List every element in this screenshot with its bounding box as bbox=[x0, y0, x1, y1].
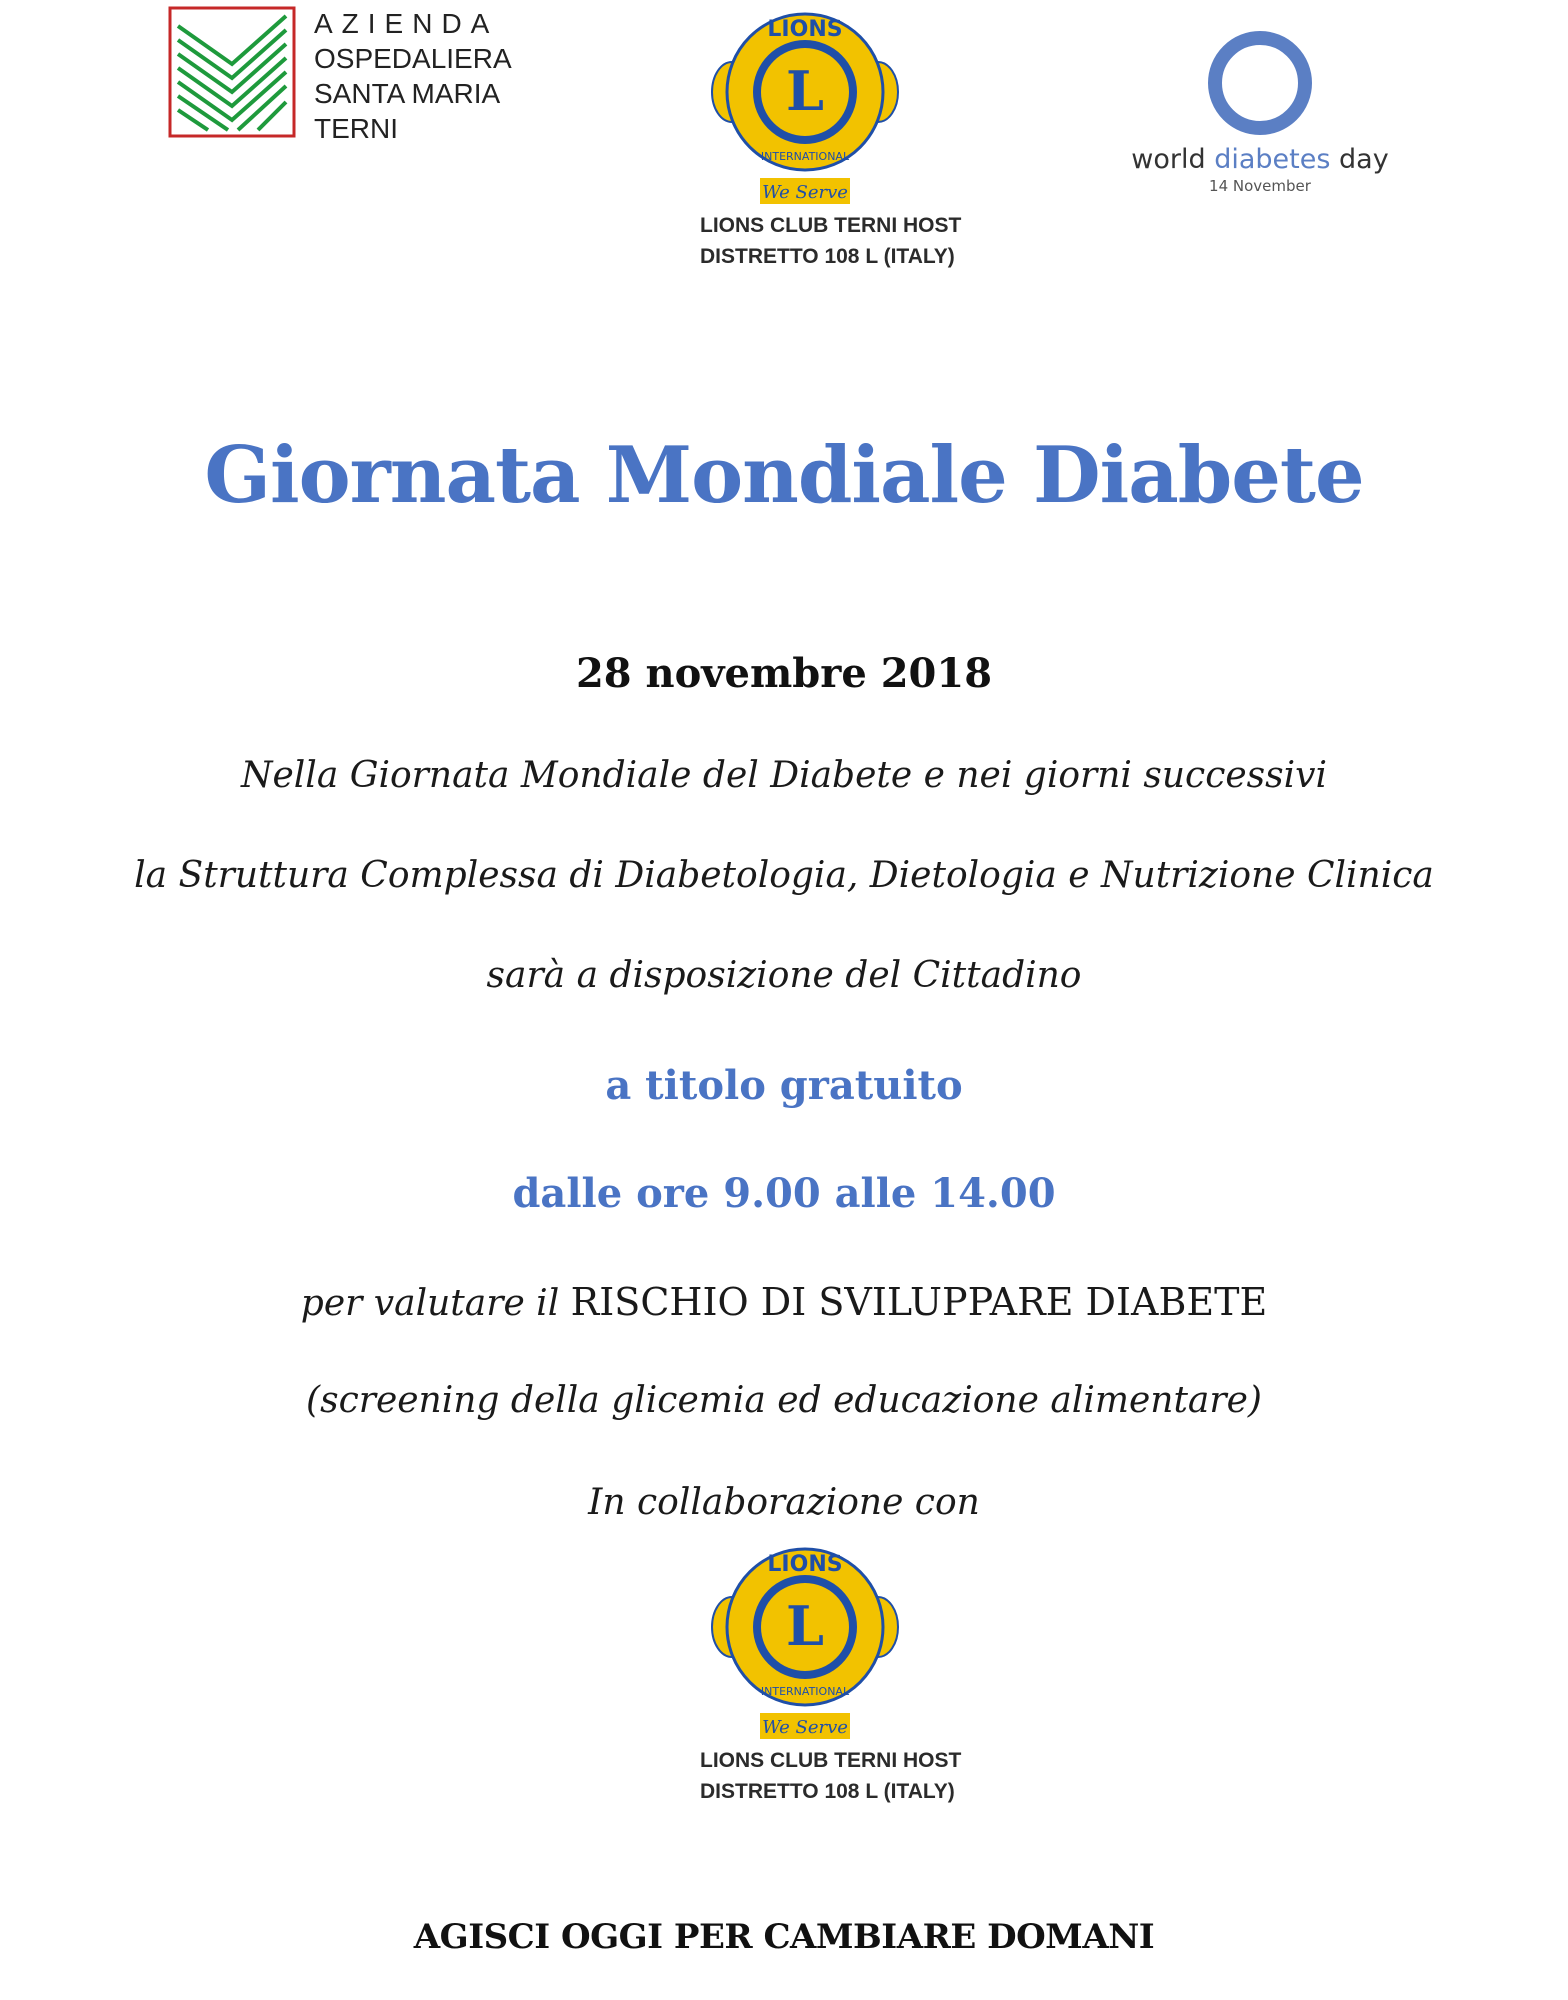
free-of-charge: a titolo gratuito bbox=[605, 1062, 963, 1109]
blue-circle-icon bbox=[1205, 28, 1315, 138]
lions-emblem-letter: L bbox=[786, 59, 824, 123]
intro-line-3: sarà a disposizione del Cittadino bbox=[486, 955, 1082, 996]
wdd-word2: diabetes bbox=[1214, 144, 1331, 175]
lions-caption-line1: LIONS CLUB TERNI HOST bbox=[700, 1749, 962, 1772]
lions-motto: We Serve bbox=[762, 1717, 848, 1738]
lions-caption-line1: LIONS CLUB TERNI HOST bbox=[700, 214, 962, 237]
lions-logo-bottom bbox=[700, 1535, 962, 1807]
lions-emblem-top-text: LIONS bbox=[767, 1552, 843, 1577]
wdd-word3: day bbox=[1339, 144, 1389, 175]
lions-caption bbox=[700, 1745, 962, 1807]
wdd-word1: world bbox=[1131, 144, 1206, 175]
lions-emblem-top-text: LIONS bbox=[767, 17, 843, 42]
hospital-logo-mark-icon bbox=[168, 6, 296, 138]
page-title: Giornata Mondiale Diabete bbox=[204, 430, 1364, 521]
hospital-logo-line1: AZIENDA bbox=[314, 8, 499, 39]
hospital-logo-line4: TERNI bbox=[314, 113, 398, 144]
intro-line-1: Nella Giornata Mondiale del Diabete e nei giorni successivi bbox=[240, 755, 1327, 796]
header bbox=[0, 0, 1568, 320]
risk-line bbox=[0, 1280, 1568, 1324]
opening-hours: dalle ore 9.00 alle 14.00 bbox=[512, 1170, 1056, 1217]
risk-caps: RISCHIO DI SVILUPPARE DIABETE bbox=[570, 1280, 1268, 1324]
lions-caption-line2: DISTRETTO 108 L (ITALY) bbox=[700, 1780, 955, 1803]
hospital-logo bbox=[168, 6, 512, 146]
intro-line-2: la Struttura Complessa di Diabetologia, Dietologia e Nutrizione Clinica bbox=[134, 855, 1434, 896]
lions-caption bbox=[700, 210, 962, 272]
risk-prefix: per valutare il bbox=[300, 1283, 560, 1324]
footer-slogan: AGISCI OGGI PER CAMBIARE DOMANI bbox=[413, 1917, 1155, 1957]
lions-motto: We Serve bbox=[762, 182, 848, 203]
collaboration-line: In collaborazione con bbox=[588, 1482, 980, 1523]
lions-caption-line2: DISTRETTO 108 L (ITALY) bbox=[700, 245, 955, 268]
lions-emblem-bottom-text: INTERNATIONAL bbox=[760, 1685, 850, 1698]
lions-emblem-icon bbox=[710, 1535, 900, 1745]
hospital-logo-line3: SANTA MARIA bbox=[314, 78, 501, 109]
lions-emblem-letter: L bbox=[786, 1594, 824, 1658]
world-diabetes-day-logo bbox=[1110, 28, 1410, 195]
lions-logo-top bbox=[700, 0, 962, 272]
wdd-title bbox=[1110, 144, 1410, 175]
wdd-date: 14 November bbox=[1209, 177, 1311, 195]
screening-line: (screening della glicemia ed educazione alimentare) bbox=[306, 1380, 1262, 1421]
event-date: 28 novembre 2018 bbox=[575, 650, 993, 697]
hospital-logo-line2: OSPEDALIERA bbox=[314, 43, 512, 74]
lions-emblem-icon bbox=[710, 0, 900, 210]
hospital-logo-text bbox=[314, 6, 512, 146]
lions-emblem-bottom-text: INTERNATIONAL bbox=[760, 150, 850, 163]
